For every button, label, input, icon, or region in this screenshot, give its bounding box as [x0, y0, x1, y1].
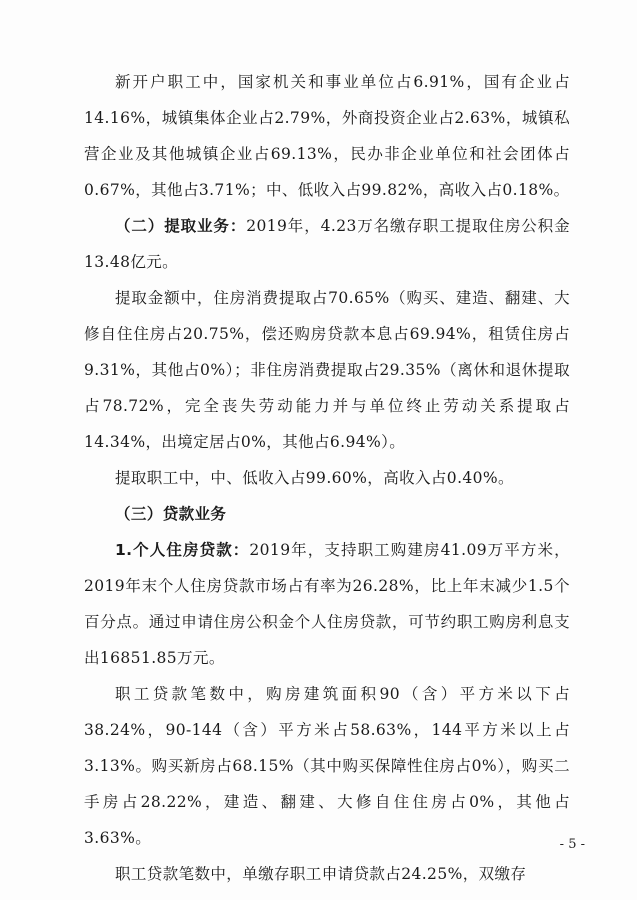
paragraph-loan-breakdown: [84, 676, 570, 856]
paragraph-withdrawal-amounts: [84, 280, 570, 460]
page-number: - 5 -: [559, 837, 585, 852]
paragraph-text: 新开户职工中，国家机关和事业单位占6.91%，国有企业占14.16%，城镇集体企业占2.79%，外商投资企业占2.63%，城镇私营企业及其他城镇企业占69.13%，民办非企业单位和社会团体占0.67%，其他占3.71%；中、低收入占99.82%，高收入占0.18%。: [84, 73, 570, 199]
paragraph-text: 提取金额中，住房消费提取占70.65%（购买、建造、翻建、大修自住住房占20.75%，偿还购房贷款本息占69.94%，租赁住房占9.31%，其他占0%）；非住房消费提取占29.35%（离休和退休提取占78.72%，完全丧失劳动能力并与单位终止劳动关系提取占14.34%，出境定居占0%，其他占6.94%）。: [84, 289, 570, 451]
paragraph-loan-applicants: [84, 856, 570, 892]
paragraph-text: 提取职工中，中、低收入占99.60%，高收入占0.40%。: [115, 469, 514, 487]
subheading-personal-loans: 1.个人住房贷款：: [115, 541, 250, 559]
paragraph-withdrawal-business: [84, 208, 570, 280]
paragraph-text: 2019年，4.23万名缴存职工提取住房公积金13.48亿元。: [84, 217, 570, 271]
paragraph-withdrawal-workers: [84, 460, 570, 496]
paragraph-text: 职工贷款笔数中，购房建筑面积90（含）平方米以下占38.24%，90-144（含）平方米占58.63%，144平方米以上占3.13%。购买新房占68.15%（其中购买保障性住房占0%），购买二手房占28.22%，建造、翻建、大修自住住房占0%，其他占3.63%。: [84, 685, 570, 847]
paragraph-new-accounts: [84, 64, 570, 208]
section-heading-loans: [84, 496, 570, 532]
paragraph-text: 2019年，支持职工购建房41.09万平方米，2019年末个人住房贷款市场占有率为26.28%，比上年末减少1.5个百分点。通过申请住房公积金个人住房贷款，可节约职工购房利息支出16851.85万元。: [84, 541, 570, 667]
paragraph-text: 职工贷款笔数中，单缴存职工申请贷款占24.25%，双缴存: [115, 865, 527, 883]
document-body: [84, 64, 570, 892]
section-heading-loans-text: （三）贷款业务: [115, 505, 227, 523]
paragraph-personal-loans: [84, 532, 570, 676]
section-heading-withdrawal: （二）提取业务：: [115, 217, 247, 235]
